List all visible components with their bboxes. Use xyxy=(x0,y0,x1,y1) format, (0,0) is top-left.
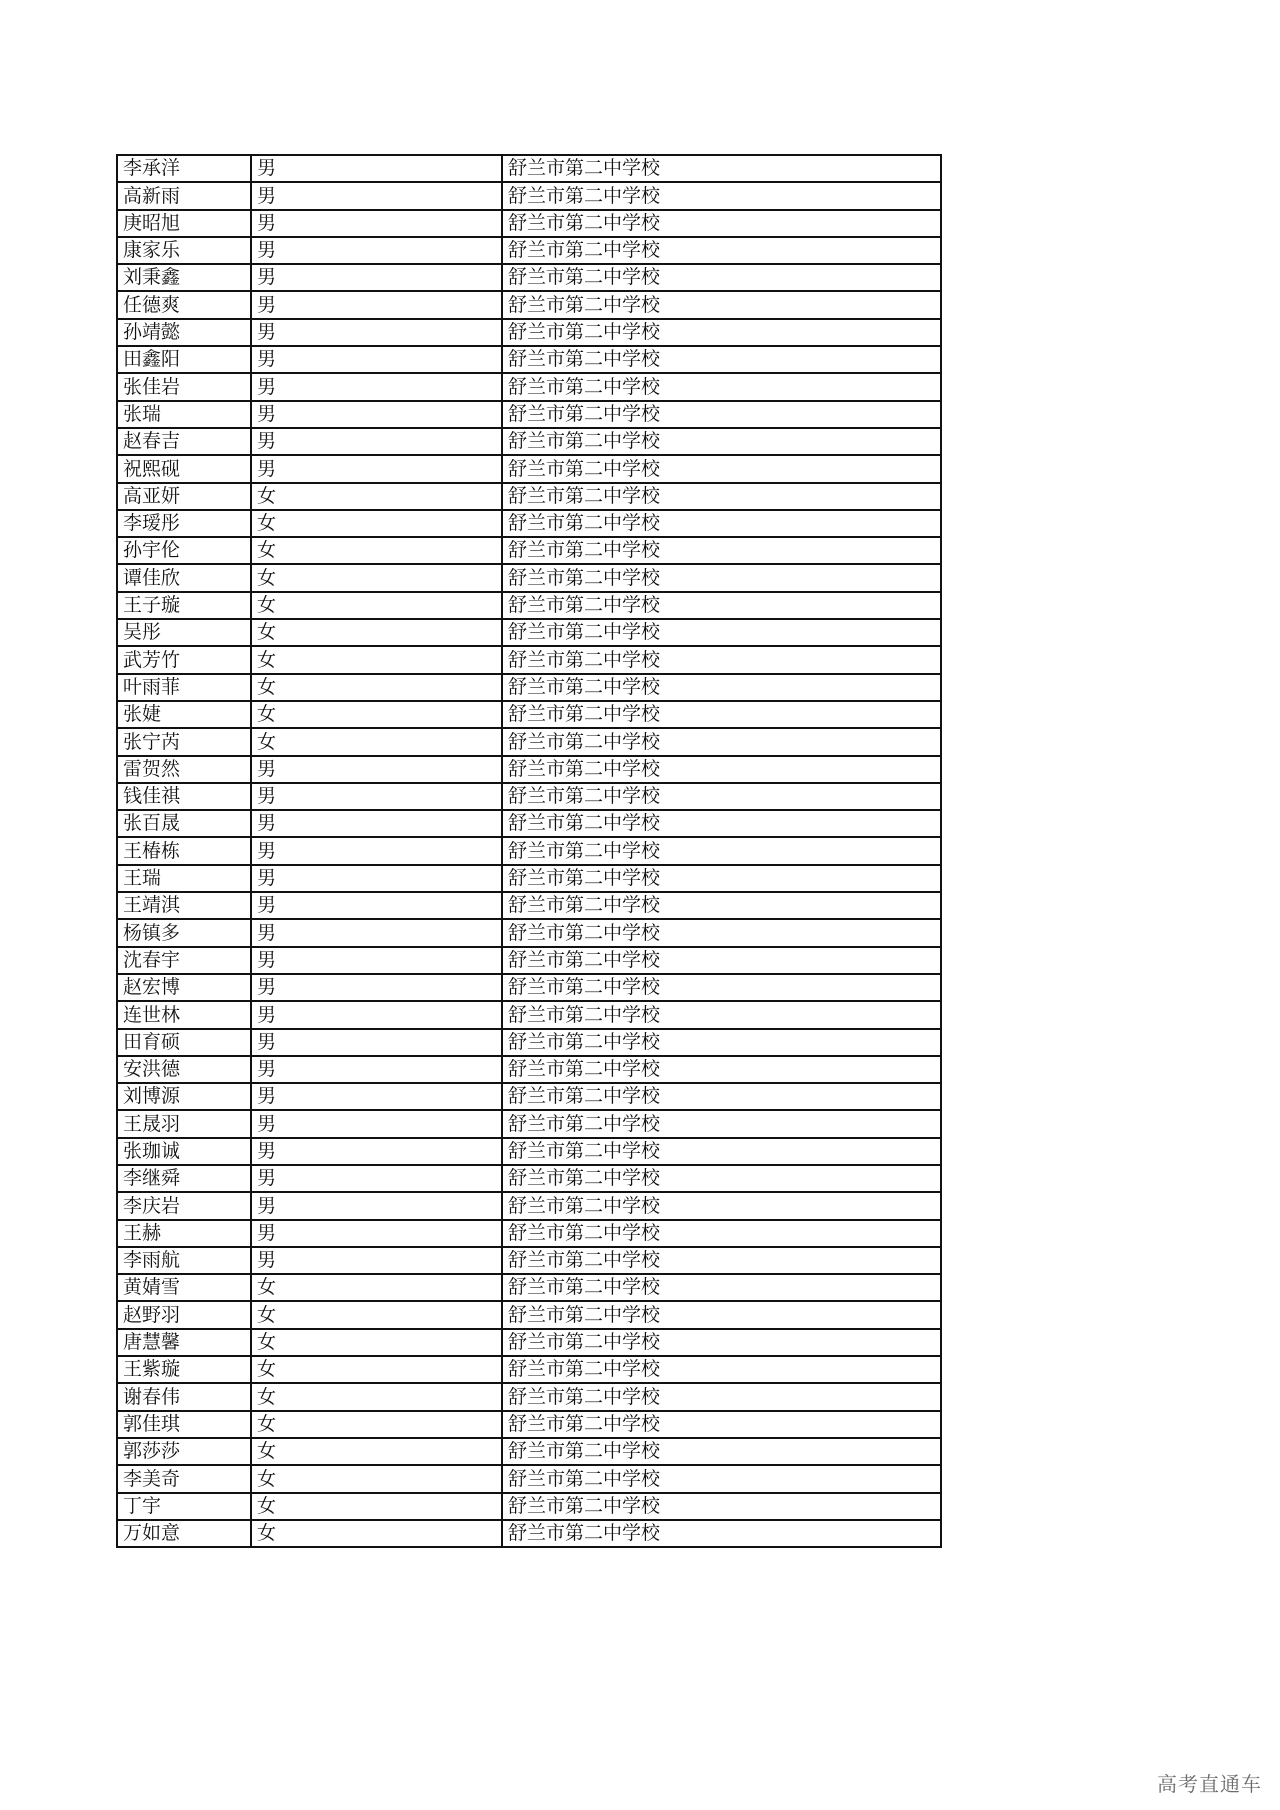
school-cell: 舒兰市第二中学校 xyxy=(502,1056,941,1083)
table-row xyxy=(117,1438,941,1465)
gender-cell: 男 xyxy=(251,1220,502,1247)
student-name-cell: 孙靖懿 xyxy=(117,319,251,346)
table-row xyxy=(117,810,941,837)
table-row xyxy=(117,1274,941,1301)
table-row xyxy=(117,1220,941,1247)
student-name-cell: 赵野羽 xyxy=(117,1301,251,1328)
gender-cell: 男 xyxy=(251,1056,502,1083)
table-row xyxy=(117,564,941,591)
table-row xyxy=(117,783,941,810)
watermark-text: 高考直通车 xyxy=(1157,1772,1262,1796)
student-name-cell: 王赫 xyxy=(117,1220,251,1247)
table-row xyxy=(117,646,941,673)
school-cell: 舒兰市第二中学校 xyxy=(502,619,941,646)
table-row xyxy=(117,264,941,291)
school-cell: 舒兰市第二中学校 xyxy=(502,646,941,673)
student-name-cell: 王靖淇 xyxy=(117,892,251,919)
gender-cell: 男 xyxy=(251,182,502,209)
gender-cell: 女 xyxy=(251,619,502,646)
table-row xyxy=(117,974,941,1001)
table-row xyxy=(117,728,941,755)
gender-cell: 男 xyxy=(251,237,502,264)
table-row xyxy=(117,1493,941,1520)
table-row xyxy=(117,674,941,701)
school-cell: 舒兰市第二中学校 xyxy=(502,783,941,810)
gender-cell: 女 xyxy=(251,1383,502,1410)
student-name-cell: 李承洋 xyxy=(117,155,251,182)
table-row xyxy=(117,1001,941,1028)
student-name-cell: 张百晟 xyxy=(117,810,251,837)
student-name-cell: 王椿栋 xyxy=(117,837,251,864)
student-name-cell: 刘博源 xyxy=(117,1083,251,1110)
gender-cell: 男 xyxy=(251,1165,502,1192)
table-row xyxy=(117,319,941,346)
table-row xyxy=(117,1029,941,1056)
table-row xyxy=(117,947,941,974)
student-name-cell: 高新雨 xyxy=(117,182,251,209)
student-name-cell: 王子璇 xyxy=(117,592,251,619)
student-name-cell: 刘秉鑫 xyxy=(117,264,251,291)
school-cell: 舒兰市第二中学校 xyxy=(502,455,941,482)
table-row xyxy=(117,1301,941,1328)
school-cell: 舒兰市第二中学校 xyxy=(502,1029,941,1056)
gender-cell: 女 xyxy=(251,1274,502,1301)
table-row xyxy=(117,210,941,237)
student-name-cell: 赵春吉 xyxy=(117,428,251,455)
table-row xyxy=(117,592,941,619)
table-row xyxy=(117,373,941,400)
table-row xyxy=(117,401,941,428)
school-cell: 舒兰市第二中学校 xyxy=(502,810,941,837)
school-cell: 舒兰市第二中学校 xyxy=(502,728,941,755)
school-cell: 舒兰市第二中学校 xyxy=(502,1493,941,1520)
gender-cell: 男 xyxy=(251,455,502,482)
student-name-cell: 王紫璇 xyxy=(117,1356,251,1383)
school-cell: 舒兰市第二中学校 xyxy=(502,1383,941,1410)
school-cell: 舒兰市第二中学校 xyxy=(502,483,941,510)
student-name-cell: 田育硕 xyxy=(117,1029,251,1056)
school-cell: 舒兰市第二中学校 xyxy=(502,182,941,209)
gender-cell: 女 xyxy=(251,1329,502,1356)
student-name-cell: 庚昭旭 xyxy=(117,210,251,237)
gender-cell: 男 xyxy=(251,1110,502,1137)
school-cell: 舒兰市第二中学校 xyxy=(502,756,941,783)
gender-cell: 女 xyxy=(251,1301,502,1328)
gender-cell: 男 xyxy=(251,1001,502,1028)
school-cell: 舒兰市第二中学校 xyxy=(502,428,941,455)
gender-cell: 男 xyxy=(251,210,502,237)
gender-cell: 男 xyxy=(251,810,502,837)
roster-body xyxy=(117,155,941,1547)
school-cell: 舒兰市第二中学校 xyxy=(502,892,941,919)
student-roster-table xyxy=(116,154,942,1548)
school-cell: 舒兰市第二中学校 xyxy=(502,237,941,264)
student-name-cell: 康家乐 xyxy=(117,237,251,264)
table-row xyxy=(117,483,941,510)
school-cell: 舒兰市第二中学校 xyxy=(502,1220,941,1247)
school-cell: 舒兰市第二中学校 xyxy=(502,346,941,373)
table-row xyxy=(117,455,941,482)
table-row xyxy=(117,837,941,864)
school-cell: 舒兰市第二中学校 xyxy=(502,1465,941,1492)
gender-cell: 女 xyxy=(251,1411,502,1438)
gender-cell: 女 xyxy=(251,701,502,728)
student-name-cell: 谢春伟 xyxy=(117,1383,251,1410)
student-name-cell: 雷贺然 xyxy=(117,756,251,783)
student-name-cell: 安洪德 xyxy=(117,1056,251,1083)
student-name-cell: 王瑞 xyxy=(117,865,251,892)
school-cell: 舒兰市第二中学校 xyxy=(502,510,941,537)
student-name-cell: 李雨航 xyxy=(117,1247,251,1274)
table-row xyxy=(117,1520,941,1547)
student-name-cell: 李庆岩 xyxy=(117,1192,251,1219)
student-name-cell: 武芳竹 xyxy=(117,646,251,673)
school-cell: 舒兰市第二中学校 xyxy=(502,401,941,428)
school-cell: 舒兰市第二中学校 xyxy=(502,1411,941,1438)
student-name-cell: 张婕 xyxy=(117,701,251,728)
gender-cell: 男 xyxy=(251,428,502,455)
gender-cell: 男 xyxy=(251,919,502,946)
table-row xyxy=(117,155,941,182)
student-name-cell: 谭佳欣 xyxy=(117,564,251,591)
gender-cell: 男 xyxy=(251,346,502,373)
table-row xyxy=(117,510,941,537)
student-name-cell: 张宁芮 xyxy=(117,728,251,755)
gender-cell: 男 xyxy=(251,155,502,182)
school-cell: 舒兰市第二中学校 xyxy=(502,837,941,864)
school-cell: 舒兰市第二中学校 xyxy=(502,947,941,974)
gender-cell: 女 xyxy=(251,1465,502,1492)
gender-cell: 女 xyxy=(251,564,502,591)
table-row xyxy=(117,1083,941,1110)
table-row xyxy=(117,619,941,646)
gender-cell: 男 xyxy=(251,974,502,1001)
school-cell: 舒兰市第二中学校 xyxy=(502,1001,941,1028)
gender-cell: 男 xyxy=(251,319,502,346)
student-name-cell: 杨镇多 xyxy=(117,919,251,946)
school-cell: 舒兰市第二中学校 xyxy=(502,865,941,892)
student-name-cell: 沈春宇 xyxy=(117,947,251,974)
table-row xyxy=(117,919,941,946)
student-name-cell: 田鑫阳 xyxy=(117,346,251,373)
table-row xyxy=(117,291,941,318)
school-cell: 舒兰市第二中学校 xyxy=(502,919,941,946)
gender-cell: 男 xyxy=(251,264,502,291)
gender-cell: 女 xyxy=(251,510,502,537)
student-name-cell: 连世林 xyxy=(117,1001,251,1028)
school-cell: 舒兰市第二中学校 xyxy=(502,1083,941,1110)
school-cell: 舒兰市第二中学校 xyxy=(502,1165,941,1192)
student-name-cell: 李继舜 xyxy=(117,1165,251,1192)
gender-cell: 女 xyxy=(251,537,502,564)
student-name-cell: 赵宏博 xyxy=(117,974,251,1001)
student-name-cell: 任德爽 xyxy=(117,291,251,318)
gender-cell: 女 xyxy=(251,646,502,673)
student-name-cell: 王晟羽 xyxy=(117,1110,251,1137)
school-cell: 舒兰市第二中学校 xyxy=(502,1301,941,1328)
student-name-cell: 万如意 xyxy=(117,1520,251,1547)
student-name-cell: 高亚妍 xyxy=(117,483,251,510)
table-row xyxy=(117,865,941,892)
school-cell: 舒兰市第二中学校 xyxy=(502,1110,941,1137)
school-cell: 舒兰市第二中学校 xyxy=(502,373,941,400)
gender-cell: 女 xyxy=(251,1438,502,1465)
gender-cell: 男 xyxy=(251,373,502,400)
student-name-cell: 张瑞 xyxy=(117,401,251,428)
school-cell: 舒兰市第二中学校 xyxy=(502,291,941,318)
school-cell: 舒兰市第二中学校 xyxy=(502,592,941,619)
student-name-cell: 钱佳祺 xyxy=(117,783,251,810)
school-cell: 舒兰市第二中学校 xyxy=(502,1274,941,1301)
table-row xyxy=(117,1247,941,1274)
table-row xyxy=(117,701,941,728)
gender-cell: 男 xyxy=(251,401,502,428)
table-row xyxy=(117,428,941,455)
school-cell: 舒兰市第二中学校 xyxy=(502,1329,941,1356)
table-row xyxy=(117,1356,941,1383)
gender-cell: 女 xyxy=(251,1520,502,1547)
student-name-cell: 郭佳琪 xyxy=(117,1411,251,1438)
table-row xyxy=(117,1329,941,1356)
table-row xyxy=(117,1165,941,1192)
student-name-cell: 张珈诚 xyxy=(117,1138,251,1165)
school-cell: 舒兰市第二中学校 xyxy=(502,674,941,701)
table-row xyxy=(117,182,941,209)
table-row xyxy=(117,1138,941,1165)
table-row xyxy=(117,1411,941,1438)
school-cell: 舒兰市第二中学校 xyxy=(502,564,941,591)
gender-cell: 男 xyxy=(251,756,502,783)
gender-cell: 女 xyxy=(251,592,502,619)
student-name-cell: 祝熙砚 xyxy=(117,455,251,482)
gender-cell: 男 xyxy=(251,1247,502,1274)
student-name-cell: 李瑷彤 xyxy=(117,510,251,537)
school-cell: 舒兰市第二中学校 xyxy=(502,210,941,237)
student-name-cell: 丁宇 xyxy=(117,1493,251,1520)
gender-cell: 男 xyxy=(251,837,502,864)
school-cell: 舒兰市第二中学校 xyxy=(502,1247,941,1274)
school-cell: 舒兰市第二中学校 xyxy=(502,155,941,182)
school-cell: 舒兰市第二中学校 xyxy=(502,1438,941,1465)
gender-cell: 女 xyxy=(251,728,502,755)
table-row xyxy=(117,1383,941,1410)
gender-cell: 男 xyxy=(251,865,502,892)
school-cell: 舒兰市第二中学校 xyxy=(502,1356,941,1383)
school-cell: 舒兰市第二中学校 xyxy=(502,974,941,1001)
table-row xyxy=(117,1110,941,1137)
student-name-cell: 吴彤 xyxy=(117,619,251,646)
gender-cell: 女 xyxy=(251,483,502,510)
table-row xyxy=(117,756,941,783)
gender-cell: 女 xyxy=(251,1493,502,1520)
gender-cell: 男 xyxy=(251,291,502,318)
school-cell: 舒兰市第二中学校 xyxy=(502,1520,941,1547)
gender-cell: 男 xyxy=(251,1138,502,1165)
student-name-cell: 张佳岩 xyxy=(117,373,251,400)
table-row xyxy=(117,1192,941,1219)
gender-cell: 男 xyxy=(251,947,502,974)
school-cell: 舒兰市第二中学校 xyxy=(502,319,941,346)
table-row xyxy=(117,1465,941,1492)
gender-cell: 女 xyxy=(251,674,502,701)
school-cell: 舒兰市第二中学校 xyxy=(502,1192,941,1219)
student-name-cell: 孙宇伦 xyxy=(117,537,251,564)
table-row xyxy=(117,346,941,373)
table-row xyxy=(117,237,941,264)
table-row xyxy=(117,892,941,919)
school-cell: 舒兰市第二中学校 xyxy=(502,264,941,291)
school-cell: 舒兰市第二中学校 xyxy=(502,701,941,728)
table-row xyxy=(117,1056,941,1083)
student-name-cell: 郭莎莎 xyxy=(117,1438,251,1465)
student-name-cell: 黄婧雪 xyxy=(117,1274,251,1301)
gender-cell: 男 xyxy=(251,783,502,810)
gender-cell: 女 xyxy=(251,1356,502,1383)
gender-cell: 男 xyxy=(251,1083,502,1110)
table-row xyxy=(117,537,941,564)
school-cell: 舒兰市第二中学校 xyxy=(502,1138,941,1165)
student-name-cell: 李美奇 xyxy=(117,1465,251,1492)
gender-cell: 男 xyxy=(251,892,502,919)
school-cell: 舒兰市第二中学校 xyxy=(502,537,941,564)
gender-cell: 男 xyxy=(251,1029,502,1056)
gender-cell: 男 xyxy=(251,1192,502,1219)
student-name-cell: 叶雨菲 xyxy=(117,674,251,701)
student-name-cell: 唐慧馨 xyxy=(117,1329,251,1356)
